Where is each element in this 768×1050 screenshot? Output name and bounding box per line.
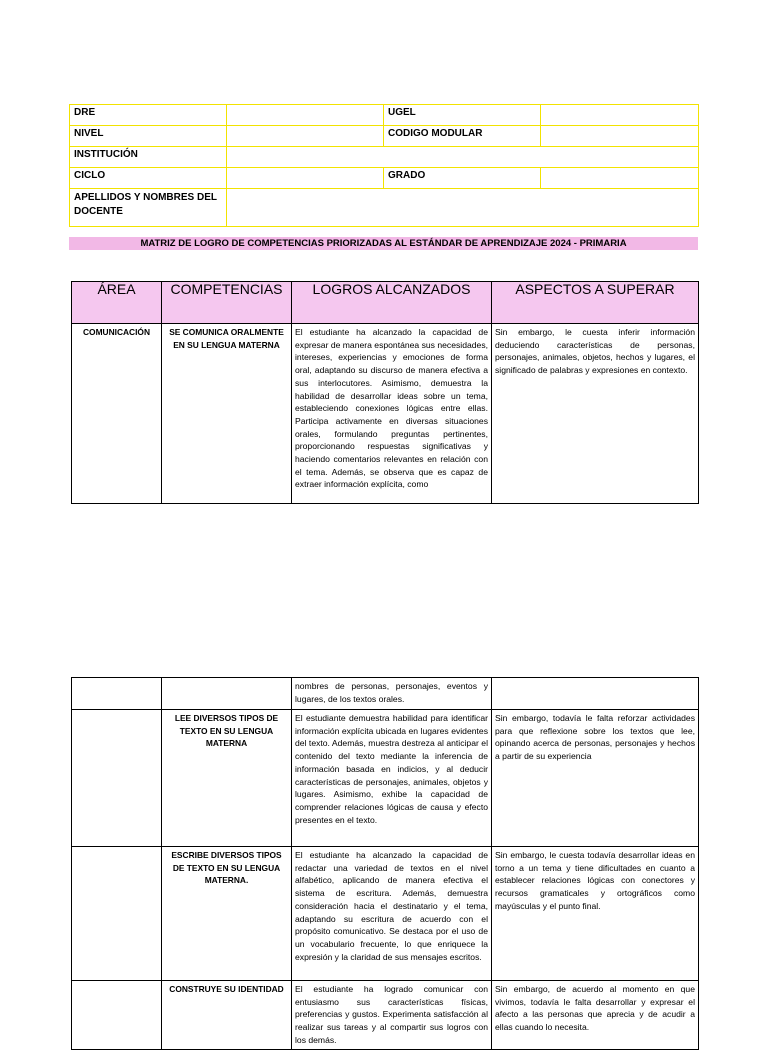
area-cell [72, 981, 162, 1050]
area-cell: COMUNICACIÓN [72, 324, 162, 504]
competencias-table-page1 [71, 281, 699, 504]
aspecto-cell: Sin embargo, le cuesta inferir información deduciendo características de personas, personajes, animales, objetos, hechos y lugares, el significado de palabras y expresiones en contexto. [492, 324, 699, 504]
logro-cell: nombres de personas, personajes, eventos y lugares, de los textos orales. [292, 678, 492, 710]
nivel-label: NIVEL [70, 126, 227, 147]
competencia-cell: LEE DIVERSOS TIPOS DE TEXTO EN SU LENGUA MATERNA [162, 710, 292, 847]
codigo-modular-field[interactable] [541, 126, 699, 147]
docente-label: APELLIDOS Y NOMBRES DEL DOCENTE [70, 189, 227, 227]
aspecto-cell: Sin embargo, todavía le falta reforzar actividades para que reflexione sobre los textos que lee, opinando acerca de personas, personajes y hechos a partir de su experiencia [492, 710, 699, 847]
table-row [72, 324, 699, 504]
ciclo-label: CICLO [70, 168, 227, 189]
col-header-competencias: COMPETENCIAS [162, 282, 292, 324]
table-row [72, 710, 699, 847]
area-cell [72, 847, 162, 981]
competencia-cell: ESCRIBE DIVERSOS TIPOS DE TEXTO EN SU LENGUA MATERNA. [162, 847, 292, 981]
competencias-table-page2 [71, 677, 699, 1050]
codigo-modular-label: CODIGO MODULAR [384, 126, 541, 147]
logro-cell [292, 324, 492, 504]
institucion-label: INSTITUCIÓN [70, 147, 227, 168]
col-header-area: ÁREA [72, 282, 162, 324]
ugel-field[interactable] [541, 105, 699, 126]
aspecto-cell: Sin embargo, de acuerdo al momento en que vivimos, todavía le falta desarrollar y expresar el afecto a las personas que aprecia y de acudir a ellas cuando lo necesita. [492, 981, 699, 1050]
dre-label: DRE [70, 105, 227, 126]
competencia-cell [162, 678, 292, 710]
matrix-title: MATRIZ DE LOGRO DE COMPETENCIAS PRIORIZADAS AL ESTÁNDAR DE APRENDIZAJE 2024 - PRIMARIA [69, 237, 698, 250]
col-header-logros: LOGROS ALCANZADOS [292, 282, 492, 324]
logro-cell: El estudiante ha logrado comunicar con entusiasmo sus características físicas, preferencias y gustos. Experimenta satisfacción al realizar sus tareas y al compartir sus logros con los demás. [292, 981, 492, 1050]
docente-field[interactable] [227, 189, 699, 227]
nivel-field[interactable] [227, 126, 384, 147]
dre-field[interactable] [227, 105, 384, 126]
aspecto-cell [492, 678, 699, 710]
ciclo-field[interactable] [227, 168, 384, 189]
ugel-label: UGEL [384, 105, 541, 126]
header-info-table [69, 104, 699, 227]
institucion-field[interactable] [227, 147, 699, 168]
competencia-cell: SE COMUNICA ORALMENTE EN SU LENGUA MATERNA [162, 324, 292, 504]
grado-label: GRADO [384, 168, 541, 189]
table-row [72, 847, 699, 981]
table-row [72, 678, 699, 710]
table-row [72, 981, 699, 1050]
logro-text: El estudiante ha alcanzado la capacidad de expresar de manera espontánea sus necesidades, intereses, experiencias y emociones de forma oral, adaptando su discurso de manera efectiva a sus interlocutores. Asimismo, demuestra la habilidad de desarrollar ideas sobre un tema, estableciendo conexiones lógicas entre ellas. Participa activamente en diversas situaciones orales, formulando preguntas pertinentes, proporcionando respuestas significativas y haciendo comentarios relevantes en relación con el tema. Además, se observa que es capaz de extraer información explícita, como [295, 327, 488, 490]
area-cell [72, 710, 162, 847]
aspecto-cell: Sin embargo, le cuesta todavía desarrollar ideas en torno a un tema y tiene dificultades en cuanto a establecer relaciones lógicas con conectores y recursos gramaticales y ortográficos como mayúsculas y el punto final. [492, 847, 699, 981]
area-cell [72, 678, 162, 710]
competencia-cell: CONSTRUYE SU IDENTIDAD [162, 981, 292, 1050]
logro-cell: El estudiante ha alcanzado la capacidad de redactar una variedad de textos en el nivel alfabético, aplicando de manera efectiva el sistema de escritura. Además, demuestra consideración hacia el destinatario y el tema, adaptando su escritura de acuerdo con el propósito comunicativo. Se destaca por el uso de un vocabulario frecuente, lo que enriquece la expresión y la claridad de sus mensajes escritos. [292, 847, 492, 981]
grado-field[interactable] [541, 168, 699, 189]
logro-cell: El estudiante demuestra habilidad para identificar información explícita ubicada en lugares evidentes del texto. Además, muestra destreza al anticipar el contenido del texto mediante la inferencia de información basada en indicios, y al deducir características de personajes, animales, objetos y lugares. Asimismo, exhibe la capacidad de comprender relaciones lógicas de causa y efecto presentes en el texto. [292, 710, 492, 847]
col-header-aspectos: ASPECTOS A SUPERAR [492, 282, 699, 324]
table-header-row [72, 282, 699, 324]
